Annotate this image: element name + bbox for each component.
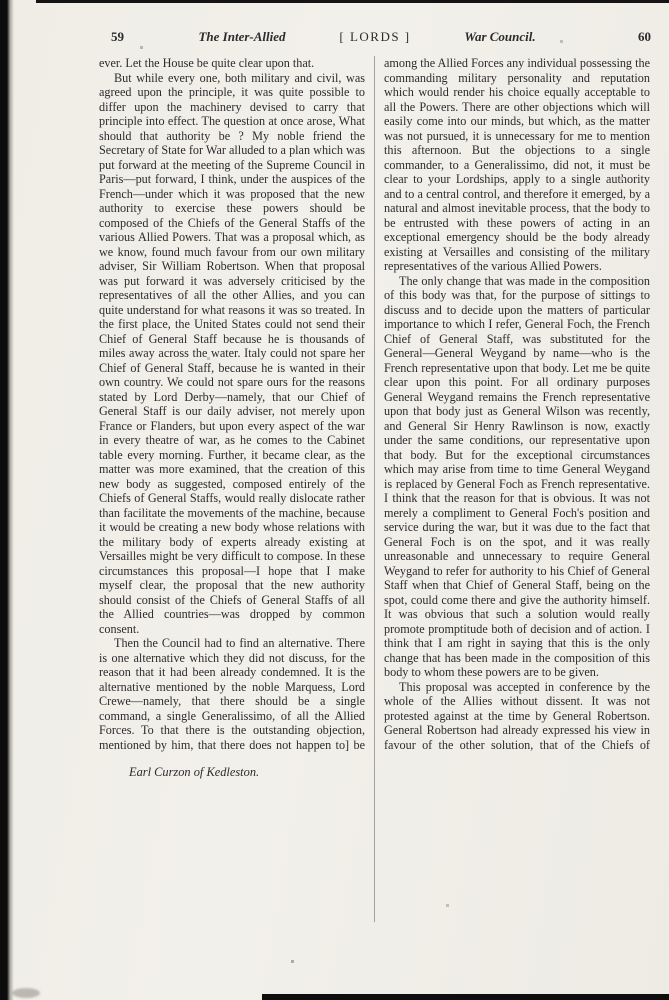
chamber-label: [ LORDS ] (339, 29, 411, 44)
scan-smudge (12, 988, 40, 998)
paragraph: among the Allied Forces any individual possessing the commanding military personality and reputation which would render his choice equally acceptable to all the Powers. There are other objections which will easily come into our minds, but which, as the matter was not pursued, it is unnecessary for me to mention this afternoon. But the objections to a single commander, to a Generalissimo, did not, it must be clear to your Lordships, apply to a single authority and to a central control, and therefore it emerged, by a natural and almost inevitable process, that the body to be entrusted with these powers of acting in an exceptional emergency should be the body already existing at Versailles and consisting of the military representatives of the various Allied Powers. (384, 56, 650, 273)
page-header (99, 29, 651, 46)
right-text-column (384, 56, 650, 752)
running-title-right: War Council. (464, 29, 536, 44)
page-number-left: 59 (111, 29, 124, 44)
paragraph: This proposal was accepted in conference by the whole of the Allies without dissent. It was not protested against at the time by General Robertson. General Robertson had already expressed his view in favour of the other solution, that of the Chiefs of (384, 679, 650, 752)
page-number-right: 60 (638, 29, 651, 44)
scan-specks (0, 0, 1, 1)
paragraph: The only change that was made in the composition of this body was that, for the purpose of sittings to discuss and to decide upon the matters of particular importance to which I refer, General Foch, the French Chief of General Staff, was substituted for the General—General Weygand by name—who is the French representative upon that body. Let me be quite clear upon this point. For all ordinary purposes General Weygand remains the French representative upon that body just as General Wilson was recently, and General Sir Henry Rawlinson is now, exactly under the same conditions, our representative upon that body. But for the exceptional circumstances which may arise from time to time General Weygand is replaced by General Foch as French representative. I think that the reason for that is obvious. It was not merely a compliment to General Foch's position and service during the war, but it was due to the fact that General Foch is on the spot, and it was really unreasonable and unnecessary to require General Weygand to refer for authority to his Chief of General Staff when that Chief of General Staff, being on the spot, could come there and give the authority himself. It was obvious that such a solution would really promote promptitude both of decision and of action. I think that I am right in saying that this is the only change that has been made in the composition of this body to whom these powers are to be given. (384, 273, 650, 679)
scan-edge-top (36, 0, 669, 3)
running-title-left: The Inter-Allied (198, 29, 286, 44)
speaker-footer: Earl Curzon of Kedleston. (129, 765, 260, 779)
scan-edge-left (0, 0, 14, 1000)
left-text-column (99, 56, 365, 780)
paragraph: But while every one, both military and civil, was agreed upon the principle, it was quite possible to differ upon the machinery devised to carry that principle into effect. The question at once arose, What should that authority be ? My noble friend the Secretary of State for War alluded to a plan which was put forward at the meeting of the Supreme Council in Paris—put forward, I think, under the auspices of the French—under which it was proposed that the new authority to exercise these powers should be composed of the Chiefs of the General Staffs of the various Allied Powers. That was a proposal which, as we know, found much favour from our own military adviser, Sir William Robertson. When that proposal was put forward it was adversely criticised by the representatives of all the other Allies, and you can quite understand for what reasons it was so treated. In the first place, the United States could not send their Chief of General Staff because he is thousands of miles away across the water. Italy could not spare her Chief of General Staff, because he is wanted in their own country. We could not spare ours for the reasons stated by Lord Derby—namely, that our Chief of General Staff is our daily adviser, not merely upon France or Flanders, but upon every aspect of the war in every theatre of war, as he comes to the Cabinet table every morning. Further, it became clear, as the matter was more examined, that the creation of this new body as suggested, composed entirely of the Chiefs of General Staffs, would really dislocate rather than facilitate the movements of the machine, because it would be creating a new body whose relations with the military body of experts already existing at Versailles might be very difficult to compose. In these circumstances this proposal—I hope that I make myself clear, the proposal that the new authority should consist of the Chiefs of General Staffs of all the Allied countries—was dropped by common consent. (99, 70, 365, 636)
column-rule (374, 56, 375, 922)
paragraph: ever. Let the House be quite clear upon that. (99, 56, 315, 70)
paragraph: Then the Council had to find an alternative. There is one alternative which they did not discuss, for the reason that it had been already condemned. It is the alternative mentioned by the noble Marquess, Lord Crewe—namely, that there should be a single command, a single Generalissimo, of all the Allied Forces. To that there is the outstanding objection, mentioned by him, that there does not happen to] be (99, 636, 365, 752)
scan-edge-bottom (262, 994, 669, 1000)
